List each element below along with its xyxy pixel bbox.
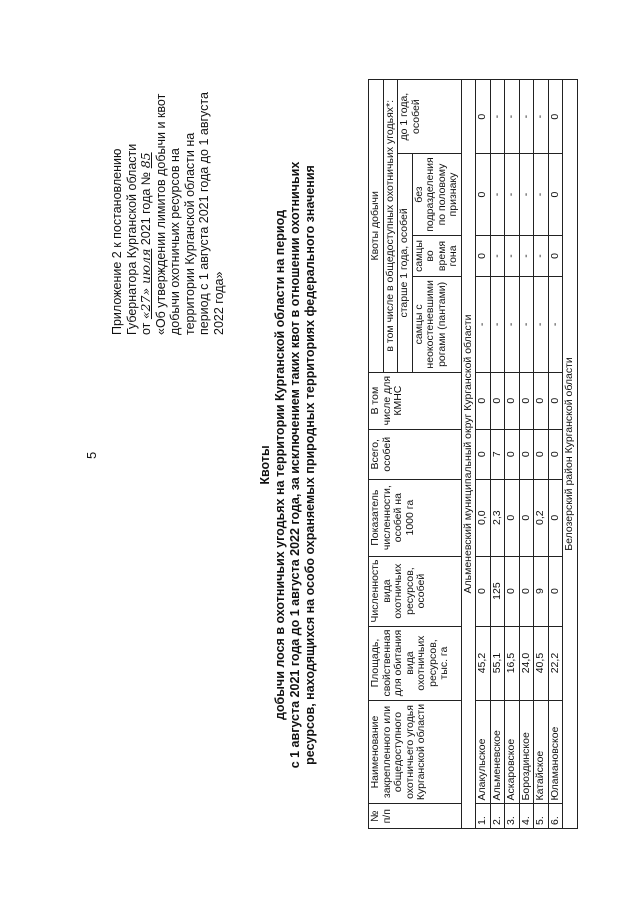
cell-c1: -: [534, 277, 549, 372]
cell-density: 0,0: [476, 479, 491, 556]
cell-density: 0,2: [534, 479, 549, 556]
cell-c2: -: [534, 235, 549, 276]
page-number: 5: [84, 451, 99, 459]
cell-total: 0: [476, 429, 491, 479]
cell-no: 5.: [534, 804, 549, 829]
cell-c4: -: [490, 80, 505, 154]
header-males-rut: самцы во время гона: [412, 235, 461, 276]
table-row: [476, 80, 491, 829]
cell-total: 0: [534, 429, 549, 479]
annex-line: Губернатора Курганской области: [124, 143, 139, 335]
header-older: старше 1 года, особей: [398, 154, 413, 372]
cell-count: 0: [519, 556, 534, 626]
cell-no: 2.: [490, 804, 505, 829]
cell-c3: -: [519, 154, 534, 236]
cell-name: Алакульское: [476, 700, 491, 804]
cell-kmns: 0: [519, 372, 534, 429]
cell-c2: 0: [548, 235, 563, 276]
table-row: [519, 80, 534, 829]
cell-c4: -: [534, 80, 549, 154]
cell-count: 0: [548, 556, 563, 626]
cell-no: 4.: [519, 804, 534, 829]
header-no: № п/п: [369, 804, 462, 829]
cell-area: 45,2: [476, 626, 491, 700]
cell-count: 0: [505, 556, 520, 626]
section-header: Белозерский район Курганской области: [563, 80, 578, 829]
cell-c4: -: [519, 80, 534, 154]
handwritten-date: «27» июля: [138, 248, 153, 320]
cell-no: 1.: [476, 804, 491, 829]
annex-line: Приложение 2 к постановлению: [110, 148, 124, 335]
cell-c1: -: [505, 277, 520, 372]
header-males-antlers: самцы с неокостеневшими рогами (пантами): [412, 277, 461, 372]
cell-count: 0: [476, 556, 491, 626]
annex-line: добычи охотничьих ресурсов на: [168, 148, 182, 335]
cell-c1: -: [548, 277, 563, 372]
annex-line: территории Курганской области на: [182, 132, 197, 335]
cell-c3: 0: [476, 154, 491, 236]
title-main: Квоты: [258, 445, 272, 485]
cell-name: Аскаровское: [505, 700, 520, 804]
cell-kmns: 0: [548, 372, 563, 429]
title-line: ресурсов, находящихся на особо охраняемых природных территориях федерального значения: [303, 165, 317, 765]
cell-c3: -: [490, 154, 505, 236]
annex-line: «Об утверждении лимитов добычи и квот: [153, 93, 168, 335]
cell-c2: 0: [476, 235, 491, 276]
cell-kmns: 0: [505, 372, 520, 429]
header-area: Площадь, свойственная для обитания вида охотничьих ресурсов, тыс. га: [369, 626, 462, 700]
cell-name: Бороздинское: [519, 700, 534, 804]
cell-density: 2,3: [490, 479, 505, 556]
cell-area: 55,1: [490, 626, 505, 700]
header-count: Численность вида охотничьих ресурсов, особей: [369, 556, 462, 626]
table-row: [505, 80, 520, 829]
cell-c3: -: [505, 154, 520, 236]
header-density: Показатель численности, особей на 1000 га: [369, 479, 462, 556]
cell-kmns: 0: [490, 372, 505, 429]
table-row: [534, 80, 549, 829]
cell-c3: -: [534, 154, 549, 236]
cell-kmns: 0: [476, 372, 491, 429]
cell-no: 6.: [548, 804, 563, 829]
header-public: в том числе в общедоступных охотничьих угодьях*:: [383, 80, 398, 373]
cell-name: Альменевское: [490, 700, 505, 804]
header-no-sex: без подразделения по половому признаку: [412, 154, 461, 236]
quota-table: [368, 79, 578, 829]
cell-c1: -: [490, 277, 505, 372]
cell-no: 3.: [505, 804, 520, 829]
cell-total: 0: [519, 429, 534, 479]
document-title: [258, 115, 318, 815]
cell-c2: -: [490, 235, 505, 276]
cell-c4: 0: [476, 80, 491, 154]
cell-name: Юламановское: [548, 700, 563, 804]
cell-c1: -: [476, 277, 491, 372]
cell-c3: 0: [548, 154, 563, 236]
annex-date-line: [139, 5, 154, 335]
title-line: добычи лося в охотничьих угодьях на территории Курганской области на период: [273, 209, 287, 721]
cell-c2: -: [519, 235, 534, 276]
cell-area: 16,5: [505, 626, 520, 700]
section-header: Альменевский муниципальный округ Курганской области: [461, 80, 476, 829]
cell-total: 7: [490, 429, 505, 479]
annex-year: 2021 года №: [139, 171, 153, 246]
header-total: Всего, особей: [369, 429, 462, 479]
table-row: [490, 80, 505, 829]
cell-c1: -: [519, 277, 534, 372]
header-kmns: В том числе для КМНС: [369, 372, 462, 429]
cell-density: 0: [519, 479, 534, 556]
cell-density: 0: [548, 479, 563, 556]
annex-line: период с 1 августа 2021 года до 1 августа: [197, 92, 211, 335]
cell-area: 22,2: [548, 626, 563, 700]
cell-kmns: 0: [534, 372, 549, 429]
cell-area: 40,5: [534, 626, 549, 700]
cell-count: 9: [534, 556, 549, 626]
cell-total: 0: [505, 429, 520, 479]
cell-area: 24,0: [519, 626, 534, 700]
header-quotas: Квоты добычи: [369, 80, 384, 373]
table-row: [548, 80, 563, 829]
cell-density: 0: [505, 479, 520, 556]
handwritten-number: 85: [138, 152, 153, 169]
cell-c4: -: [505, 80, 520, 154]
cell-name: Катайское: [534, 700, 549, 804]
cell-c2: -: [505, 235, 520, 276]
annex-block: [110, 5, 226, 335]
cell-c4: 0: [548, 80, 563, 154]
annex-from: от: [139, 322, 153, 335]
title-line: с 1 августа 2021 года до 1 августа 2022 года, за исключением таких квот в отношении охотничьих: [288, 161, 302, 769]
cell-count: 125: [490, 556, 505, 626]
cell-total: 0: [548, 429, 563, 479]
header-name: Наименование закрепленного или общедоступного охотничьего угодья Курганской области: [369, 700, 462, 804]
header-under: до 1 года, особей: [398, 80, 462, 154]
annex-line: 2022 года»: [211, 271, 226, 335]
